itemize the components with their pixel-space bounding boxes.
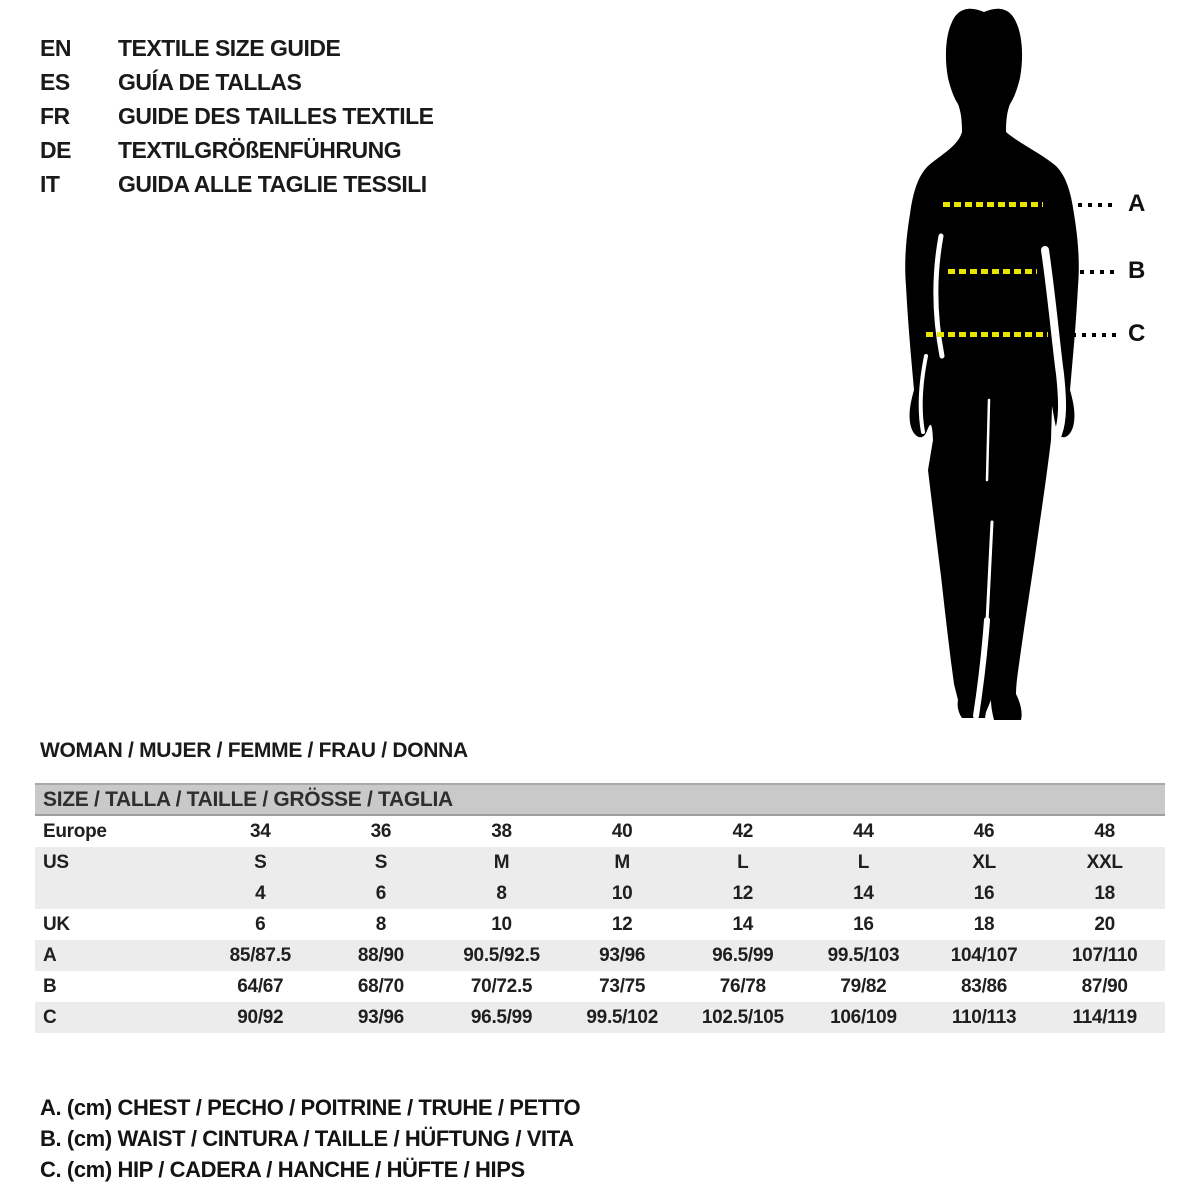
table-cell: XL xyxy=(924,847,1045,878)
table-cell: 10 xyxy=(441,909,562,940)
table-cell: 14 xyxy=(803,878,924,909)
section-heading-woman: WOMAN / MUJER / FEMME / FRAU / DONNA xyxy=(40,739,468,762)
table-cell: 99.5/102 xyxy=(562,1002,683,1033)
table-cell: 8 xyxy=(321,909,442,940)
table-cell: 14 xyxy=(683,909,804,940)
row-label: B xyxy=(35,971,200,1002)
woman-silhouette-icon xyxy=(870,0,1130,735)
row-label: UK xyxy=(35,909,200,940)
language-row-en xyxy=(40,31,434,65)
table-cell: 12 xyxy=(562,909,683,940)
legend-chest: A. (cm) CHEST / PECHO / POITRINE / TRUHE / PETTO xyxy=(40,1094,581,1120)
legend-hip: C. (cm) HIP / CADERA / HANCHE / HÜFTE / HIPS xyxy=(40,1156,525,1182)
table-cell: 20 xyxy=(1044,909,1165,940)
table-cell: 38 xyxy=(441,816,562,847)
table-cell: 44 xyxy=(803,816,924,847)
waist-line-label: B xyxy=(1128,257,1146,284)
table-cell: 36 xyxy=(321,816,442,847)
table-cell: 64/67 xyxy=(200,971,321,1002)
language-code: DE xyxy=(40,136,71,163)
table-cell: 106/109 xyxy=(803,1002,924,1033)
legend-waist: B. (cm) WAIST / CINTURA / TAILLE / HÜFTUNG / VITA xyxy=(40,1125,574,1151)
table-cell: S xyxy=(200,847,321,878)
table-cell: 16 xyxy=(924,878,1045,909)
table-cell: 96.5/99 xyxy=(441,1002,562,1033)
language-code: IT xyxy=(40,170,60,197)
language-code: ES xyxy=(40,68,70,95)
table-cell: 40 xyxy=(562,816,683,847)
size-table-title: SIZE / TALLA / TAILLE / GRÖSSE / TAGLIA xyxy=(35,783,1165,816)
measurement-legend xyxy=(40,1092,580,1185)
table-cell: 99.5/103 xyxy=(803,940,924,971)
table-row-us-letters xyxy=(35,847,1165,878)
table-cell: 93/96 xyxy=(321,1002,442,1033)
table-cell: 70/72.5 xyxy=(441,971,562,1002)
language-title: GUIDA ALLE TAGLIE TESSILI xyxy=(118,170,427,197)
table-row-europe xyxy=(35,816,1165,847)
size-table xyxy=(35,783,1165,1033)
table-cell: M xyxy=(562,847,683,878)
table-cell: S xyxy=(321,847,442,878)
table-cell: 110/113 xyxy=(924,1002,1045,1033)
table-cell: 6 xyxy=(200,909,321,940)
table-cell: 93/96 xyxy=(562,940,683,971)
hip-line-on-body xyxy=(926,332,1048,337)
measurement-figure xyxy=(870,0,1200,745)
language-title: GUIDE DES TAILLES TEXTILE xyxy=(118,102,434,129)
table-cell: 18 xyxy=(924,909,1045,940)
language-title: GUÍA DE TALLAS xyxy=(118,68,302,95)
table-cell: M xyxy=(441,847,562,878)
language-code: FR xyxy=(40,102,70,129)
language-title: TEXTILE SIZE GUIDE xyxy=(118,34,341,61)
language-title: TEXTILGRÖßENFÜHRUNG xyxy=(118,136,402,163)
table-cell: 96.5/99 xyxy=(683,940,804,971)
table-cell: 87/90 xyxy=(1044,971,1165,1002)
table-cell: 102.5/105 xyxy=(683,1002,804,1033)
table-cell: 114/119 xyxy=(1044,1002,1165,1033)
chest-line-label: A xyxy=(1128,190,1146,217)
table-cell: 90/92 xyxy=(200,1002,321,1033)
size-table-grid xyxy=(35,816,1165,1033)
table-cell: 79/82 xyxy=(803,971,924,1002)
table-cell: 85/87.5 xyxy=(200,940,321,971)
language-row-de xyxy=(40,133,434,167)
table-row-us-numbers xyxy=(35,878,1165,909)
table-cell: 90.5/92.5 xyxy=(441,940,562,971)
hip-line-label: C xyxy=(1128,320,1146,347)
row-label: US xyxy=(35,847,200,878)
language-list xyxy=(40,31,434,201)
table-cell: 34 xyxy=(200,816,321,847)
table-cell: 48 xyxy=(1044,816,1165,847)
table-cell: 42 xyxy=(683,816,804,847)
table-row-waist-b xyxy=(35,971,1165,1002)
language-row-it xyxy=(40,167,434,201)
table-cell: 76/78 xyxy=(683,971,804,1002)
waist-line-leader xyxy=(1070,270,1115,274)
table-cell: L xyxy=(803,847,924,878)
table-cell: 104/107 xyxy=(924,940,1045,971)
waist-line-on-body xyxy=(948,269,1037,274)
row-label: Europe xyxy=(35,816,200,847)
row-label xyxy=(35,878,200,909)
table-row-uk xyxy=(35,909,1165,940)
table-cell: 83/86 xyxy=(924,971,1045,1002)
language-row-es xyxy=(40,65,434,99)
table-cell: 16 xyxy=(803,909,924,940)
row-label: A xyxy=(35,940,200,971)
table-cell: 4 xyxy=(200,878,321,909)
table-cell: 18 xyxy=(1044,878,1165,909)
table-cell: 6 xyxy=(321,878,442,909)
table-cell: 10 xyxy=(562,878,683,909)
language-code: EN xyxy=(40,34,71,61)
table-cell: 46 xyxy=(924,816,1045,847)
chest-line-leader xyxy=(1068,203,1116,207)
table-cell: 73/75 xyxy=(562,971,683,1002)
chest-line-on-body xyxy=(943,202,1043,207)
table-cell: 107/110 xyxy=(1044,940,1165,971)
table-cell: L xyxy=(683,847,804,878)
table-row-hip-c xyxy=(35,1002,1165,1033)
table-cell: 8 xyxy=(441,878,562,909)
hip-line-leader xyxy=(1072,333,1116,337)
table-cell: XXL xyxy=(1044,847,1165,878)
table-row-chest-a xyxy=(35,940,1165,971)
table-cell: 88/90 xyxy=(321,940,442,971)
language-row-fr xyxy=(40,99,434,133)
row-label: C xyxy=(35,1002,200,1033)
table-cell: 12 xyxy=(683,878,804,909)
table-cell: 68/70 xyxy=(321,971,442,1002)
